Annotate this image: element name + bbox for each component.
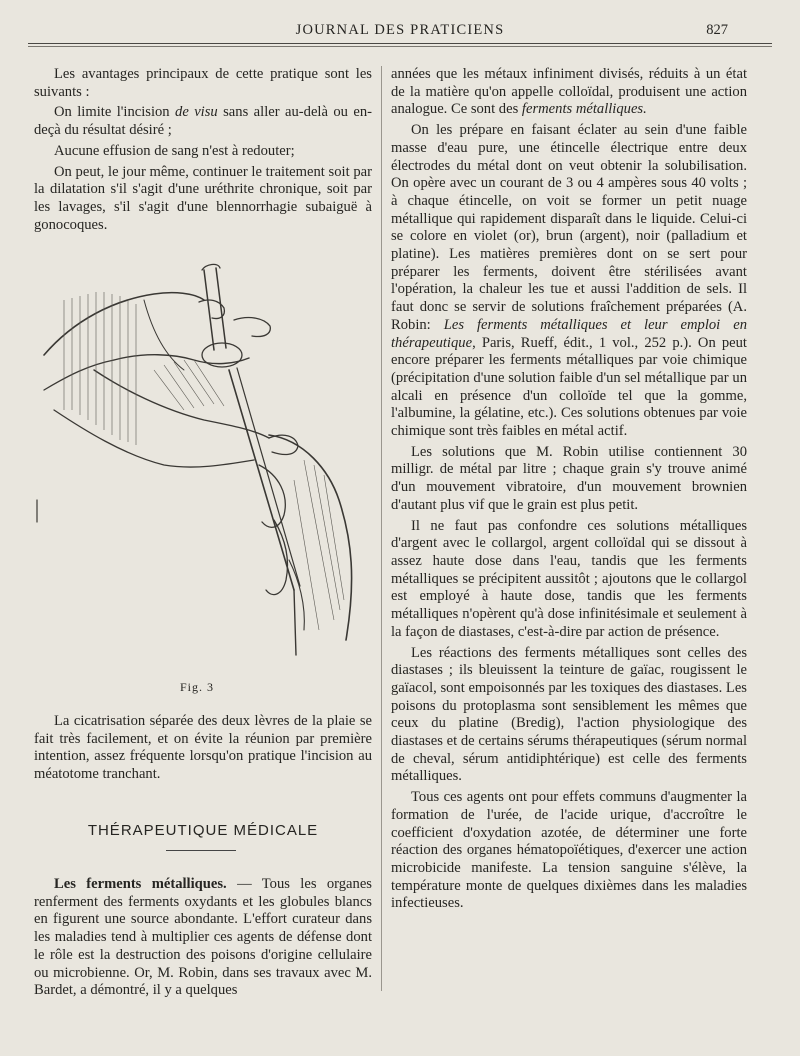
paragraph: On peut, le jour même, continuer le traitement soit par la dilatation s'il s'agit d'une uréthrite chronique, soit par les lavages, s'il s'agit d'une blennorrhagie subaiguë à gonocoques. [34, 163, 372, 233]
page-header [28, 18, 772, 42]
journal-title: JOURNAL DES PRATICIENS [295, 22, 505, 38]
figure-caption: Fig. 3 [180, 680, 215, 694]
paragraph [34, 876, 372, 1000]
right-column [391, 66, 747, 913]
paragraph [34, 104, 372, 139]
italic-text: Les ferments métalliques et leur emploi en thérapeutique [391, 316, 747, 351]
section-rule [166, 850, 236, 851]
text: années que les métaux infiniment divisés, réduits à un état de la matière qu'on appelle colloïdal, produisent une action analogue. Ce sont des [391, 66, 747, 118]
text: sans aller au-delà ou en-deçà du résultat désiré ; [34, 104, 372, 139]
paragraph [391, 122, 747, 441]
left-column-mid [34, 713, 372, 784]
italic-text: ferments métalliques. [521, 101, 647, 118]
paragraph: Aucune effusion de sang n'est à redouter; [54, 142, 295, 159]
figure-illustration [34, 260, 372, 665]
page-number: 827 [706, 22, 728, 38]
paragraph [391, 66, 747, 119]
paragraph: Les avantages principaux de cette pratique sont les suivants : [34, 66, 372, 100]
text: , Paris, Rueff, édit., 1 vol., 252 p.). On peut encore préparer les ferments métalliques par voie chimique (précipitation d'une solution faible d'un sel métallique par un alcali en présence d'un colloïde tel que la gomme, l'albumine, la gélatine, etc.). Ces solutions obtenues par voie chimique sont très faibles en métal actif. [391, 334, 747, 440]
section-title: THÉRAPEUTIQUE MÉDICALE [87, 822, 319, 839]
article-lead: Les ferments métalliques. [54, 876, 227, 892]
header-rule [28, 43, 772, 44]
italic-text: de visu [175, 104, 218, 121]
paragraph: Tous ces agents ont pour effets communs d'augmenter la formation de l'urée, de l'acide urique, d'accroître le coefficient d'oxydation azotée, de déterminer une forte réaction des organes hématopoïétiques, d'exercer une action microbicide manifeste. La tension sanguine s'élève, la température monte de quelques dixièmes dans les maladies infectieuses. [391, 789, 747, 912]
paragraph: La cicatrisation séparée des deux lèvres de la plaie se fait très facilement, et on évite la réunion par première intention, assez fréquente lorsqu'on pratique l'incision au méatotome tranchant. [34, 713, 372, 783]
paragraph: Il ne faut pas confondre ces solutions métalliques d'argent avec le collargol, argent colloïdal qui se dissout à assez haute dose dans l'eau, tandis que les ferments métalliques se précipitent aussitôt ; ajoutons que le collargol est employé à haute dose, tandis que les ferments métalliques n'opèrent qu'à dose infinitésimale et seulement à la façon de diastases, c'est-à-dire par action de présence. [391, 517, 747, 640]
text: On les prépare en faisant éclater au sein d'une faible masse d'eau pure, une étincelle électrique entre deux électrodes du métal dont on veut obtenir la solubilisation. On opère avec un courant de 3 ou 4 ampères sous 40 volts ; à chaque étincelle, on voit se former un petit nuage métallique qui rapidement disparaît dans le liquide. Celui-ci se colore en violet (or), brun (argent), noir (palladium et platine). Les matières premières dont on se sert pour préparer les ferments, doivent être stérilisées avant l'opération, la chaleur les tue et aussi l'addition de sels. Il faut donc se servir de solutions fraîchement préparées (A. Robin: [391, 122, 747, 333]
header-rule-thin [28, 46, 772, 47]
text: On limite l'incision [54, 104, 176, 121]
left-column-bottom [34, 876, 372, 1000]
column-divider [381, 66, 382, 991]
left-column-top [34, 66, 372, 234]
text: — Tous les organes renferment des ferments oxydants et les globules blancs en figurent une source abondante. L'effort curateur dans les maladies tend à multiplier ces agents de défense dont le rôle est la destruction des poisons d'origine cellulaire ou microbienne. Or, M. Robin, dans ses travaux avec M. Bardet, a démontré, il y a quelques [34, 876, 372, 999]
paragraph: Les réactions des ferments métalliques sont celles des diastases ; ils bleuissent la teinture de gaïac, rougissent le gaïacol, sont empoisonnés par les toxiques des diastases. Les poisons du protoplasma sont sensiblement les mêmes que ceux du platine (Bredig), l'action physiologique des diastases et de certains sérums thérapeutiques (sérum normal de cheval, sérum antidiphtérique) est celle des ferments métalliques. [391, 644, 747, 785]
paragraph: Les solutions que M. Robin utilise contiennent 30 milligr. de métal par litre ; chaque grain s'y trouve animé d'un mouvement vibratoire, d'un mouvement brownien d'autant plus vif que le grain est plus petit. [391, 443, 747, 513]
